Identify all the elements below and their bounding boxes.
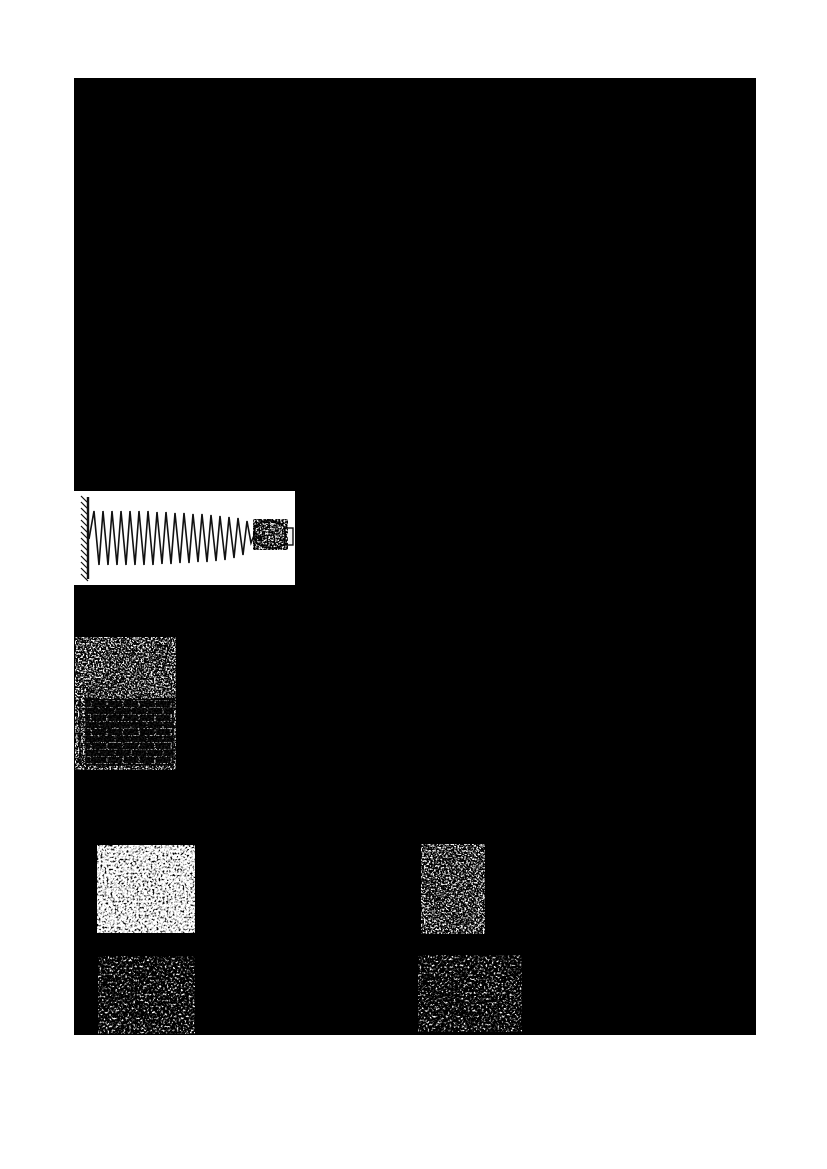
halftone-noise-light bbox=[97, 845, 195, 933]
suspension-photo-figure bbox=[418, 955, 522, 1032]
crash-photo-figure bbox=[97, 845, 195, 933]
tire-photo bbox=[421, 844, 485, 934]
halftone-noise-dark bbox=[98, 956, 195, 1034]
halftone-noise-dark bbox=[418, 955, 522, 1032]
suspension-photo bbox=[418, 955, 522, 1032]
spring-hand-figure bbox=[74, 491, 295, 585]
fist-stipple bbox=[253, 519, 288, 550]
train-photo-figure bbox=[98, 956, 195, 1034]
bricklayer-figure bbox=[75, 637, 176, 770]
halftone-noise-dark bbox=[421, 844, 485, 934]
spring-drawing bbox=[74, 491, 295, 585]
train-photo bbox=[98, 956, 195, 1034]
bricklayer-drawing bbox=[75, 637, 176, 770]
crash-photo bbox=[97, 845, 195, 933]
scan-grain bbox=[75, 637, 176, 770]
redacted-text-block bbox=[74, 78, 756, 1035]
tire-photo-figure bbox=[421, 844, 485, 934]
